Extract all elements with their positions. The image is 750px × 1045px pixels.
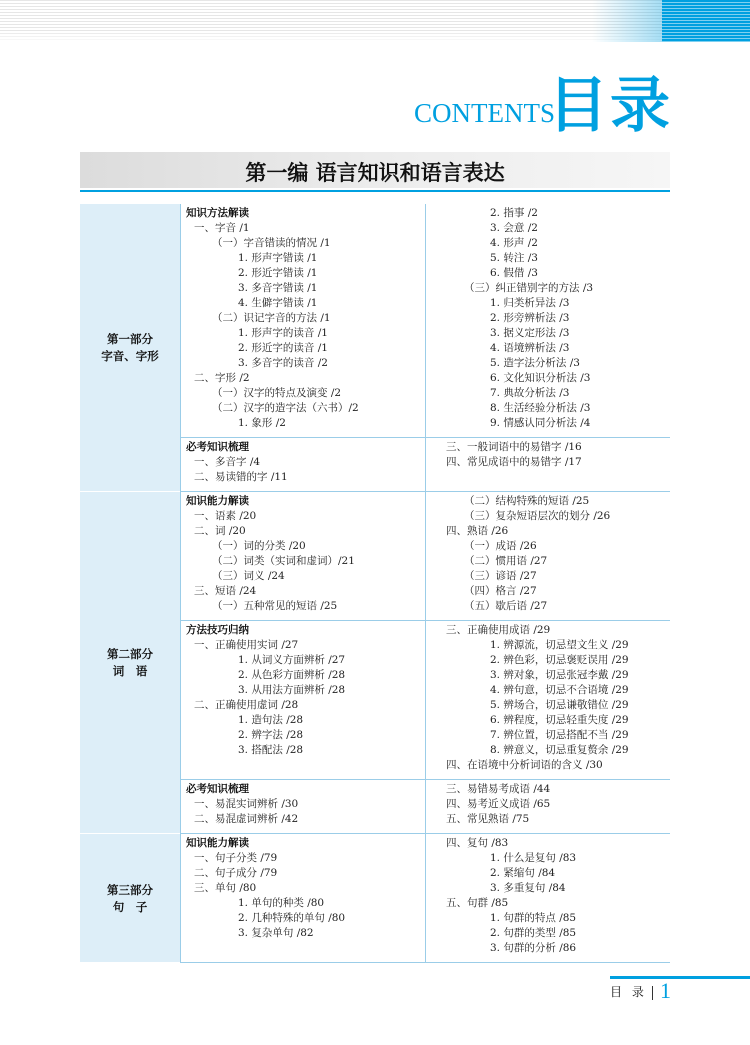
toc-entry: 一、易混实词辨析 /30 <box>194 798 299 810</box>
toc-entry: （二）汉字的造字法（六书）/2 <box>212 402 359 414</box>
toc-entry: 2. 句群的类型 /85 <box>490 927 577 939</box>
footer-separator <box>652 986 653 1000</box>
part-label-line2: 词 语 <box>112 664 148 678</box>
toc-entry: 方法技巧归纳 <box>186 624 249 636</box>
toc-entry: （二）词类（实词和虚词）/21 <box>212 555 355 567</box>
footer-label: 目 录 <box>610 985 647 999</box>
toc-entry: 2. 形旁辨析法 /3 <box>490 312 570 324</box>
toc-entry: 2. 紧缩句 /84 <box>490 867 556 879</box>
toc-entry: 四、在语境中分析词语的含义 /30 <box>446 759 603 771</box>
toc-entry: （一）五种常见的短语 /25 <box>212 600 338 612</box>
column-divider <box>425 834 426 962</box>
part-separator <box>80 491 180 492</box>
toc-entry: 2. 指事 /2 <box>490 207 538 219</box>
part-label-line2: 句 子 <box>112 899 148 914</box>
toc-entry: 6. 假借 /3 <box>490 267 538 279</box>
toc-entry: （三）谚语 /27 <box>464 570 537 582</box>
toc-entry: 五、常见熟语 /75 <box>446 813 530 825</box>
toc-entry: 1. 单句的种类 /80 <box>238 897 325 909</box>
toc-entry: 3. 句群的分析 /86 <box>490 942 577 954</box>
toc-entry: 知识能力解读 <box>186 495 249 507</box>
toc-entry: 5. 造字法分析法 /3 <box>490 357 580 369</box>
toc-entry: 3. 从用法方面辨析 /28 <box>238 684 346 696</box>
toc-entry: 3. 复杂单句 /82 <box>238 927 314 939</box>
toc-entry: 3. 多重复句 /84 <box>490 882 566 894</box>
toc-entry: （二）惯用语 /27 <box>464 555 548 567</box>
footer-rule <box>610 976 750 979</box>
toc-entry: 二、正确使用虚词 /28 <box>194 699 299 711</box>
section-rule <box>80 190 670 192</box>
part-label-line2: 字音、字形 <box>101 349 159 363</box>
part-separator <box>80 962 180 963</box>
toc-entry: 7. 辨位置，切忌搭配不当 /29 <box>490 729 629 741</box>
toc-entry: 3. 会意 /2 <box>490 222 538 234</box>
toc-entry: 8. 辨意义，切忌重复赘余 /29 <box>490 744 629 756</box>
toc-entry: （一）成语 /26 <box>464 540 537 552</box>
part-separator <box>80 833 180 834</box>
part-label <box>80 882 180 916</box>
part-label <box>80 646 180 680</box>
toc-entry: 三、单句 /80 <box>194 882 257 894</box>
part-label-line1: 第三部分 <box>107 882 153 897</box>
toc-entry: 2. 从色彩方面辨析 /28 <box>238 669 346 681</box>
toc-entry: 1. 从词义方面辨析 /27 <box>238 654 346 666</box>
toc-entry: 1. 形声字错读 /1 <box>238 252 318 264</box>
toc-entry: 4. 语境辨析法 /3 <box>490 342 570 354</box>
toc-entry: 三、易错易考成语 /44 <box>446 783 551 795</box>
toc-entry: 三、正确使用成语 /29 <box>446 624 551 636</box>
toc-entry: 一、多音字 /4 <box>194 456 261 468</box>
toc-entry: 1. 造句法 /28 <box>238 714 304 726</box>
toc-entry: 三、短语 /24 <box>194 585 257 597</box>
toc-entry: （二）识记字音的方法 /1 <box>212 312 331 324</box>
column-divider <box>425 204 426 437</box>
toc-entry: 四、熟语 /26 <box>446 525 509 537</box>
toc-entry: 2. 辨字法 /28 <box>238 729 304 741</box>
toc-entry: 3. 据义定形法 /3 <box>490 327 570 339</box>
toc-entry: 二、词 /20 <box>194 525 246 537</box>
toc-entry: 8. 生活经验分析法 /3 <box>490 402 591 414</box>
block-divider <box>180 962 670 963</box>
column-divider <box>425 438 426 491</box>
header-corner-gradient <box>592 0 662 42</box>
section-title: 第一编 语言知识和语言表达 <box>245 161 505 185</box>
toc-entry: 3. 多音字错读 /1 <box>238 282 318 294</box>
toc-entry: 二、易读错的字 /11 <box>194 471 288 483</box>
toc-entry: 五、句群 /85 <box>446 897 509 909</box>
toc-entry: 5. 转注 /3 <box>490 252 538 264</box>
toc-entry: 2. 辨色彩，切忌褒贬误用 /29 <box>490 654 629 666</box>
toc-entry: 二、句子成分 /79 <box>194 867 278 879</box>
toc-entry: （二）结构特殊的短语 /25 <box>464 495 590 507</box>
toc-entry: 9. 情感认同分析法 /4 <box>490 417 591 429</box>
toc-entry: 2. 几种特殊的单句 /80 <box>238 912 346 924</box>
toc-entry: 知识方法解读 <box>186 207 249 219</box>
toc-entry: 6. 文化知识分析法 /3 <box>490 372 591 384</box>
column-divider <box>425 492 426 620</box>
toc-entry: 5. 辨场合，切忌谦敬错位 /29 <box>490 699 629 711</box>
toc-entry: 1. 句群的特点 /85 <box>490 912 577 924</box>
toc-entry: 必考知识梳理 <box>186 783 249 795</box>
toc-entry: 四、常见成语中的易错字 /17 <box>446 456 582 468</box>
part-label-line1: 第二部分 <box>107 647 153 661</box>
toc-entry: 1. 形声字的读音 /1 <box>238 327 328 339</box>
toc-entry: 4. 形声 /2 <box>490 237 538 249</box>
toc-entry: 7. 典故分析法 /3 <box>490 387 570 399</box>
toc-entry: 1. 辨源流，切忌望文生义 /29 <box>490 639 629 651</box>
toc-entry: （四）格言 /27 <box>464 585 537 597</box>
toc-entry: 3. 辨对象，切忌张冠李戴 /29 <box>490 669 629 681</box>
title-mulu: 目录 <box>548 71 672 141</box>
toc-entry: 一、正确使用实词 /27 <box>194 639 299 651</box>
toc-entry: （三）复杂短语层次的划分 /26 <box>464 510 611 522</box>
column-divider <box>425 621 426 779</box>
header-corner-block <box>662 0 750 42</box>
toc-entry: 知识能力解读 <box>186 837 249 849</box>
toc-entry: 1. 象形 /2 <box>238 417 286 429</box>
page-title <box>414 62 674 141</box>
toc-entry: 二、易混虚词辨析 /42 <box>194 813 299 825</box>
page-number: 1 <box>660 978 671 1003</box>
part-label-cell <box>80 492 181 834</box>
toc-entry: （一）汉字的特点及演变 /2 <box>212 387 342 399</box>
contents-word: CONTENTS <box>414 98 555 128</box>
toc-entry: 一、句子分类 /79 <box>194 852 278 864</box>
toc-entry: （一）词的分类 /20 <box>212 540 306 552</box>
toc-entry: 3. 多音字的读音 /2 <box>238 357 328 369</box>
toc-entry: 2. 形近字的读音 /1 <box>238 342 328 354</box>
toc-entry: 2. 形近字错读 /1 <box>238 267 318 279</box>
toc-entry: 一、字音 /1 <box>194 222 250 234</box>
toc-entry: （一）字音错读的情况 /1 <box>212 237 331 249</box>
toc-entry: 三、一般词语中的易错字 /16 <box>446 441 582 453</box>
toc-entry: 6. 辨程度，切忌轻重失度 /29 <box>490 714 629 726</box>
toc-entry: 4. 生僻字错读 /1 <box>238 297 318 309</box>
toc-entry: （三）词义 /24 <box>212 570 285 582</box>
part-label-line1: 第一部分 <box>107 332 153 346</box>
toc-entry: 四、易考近义成语 /65 <box>446 798 551 810</box>
toc-entry: 1. 归类析异法 /3 <box>490 297 570 309</box>
toc-entry: （三）纠正错别字的方法 /3 <box>464 282 594 294</box>
toc-entry: 必考知识梳理 <box>186 441 249 453</box>
toc-entry: 四、复句 /83 <box>446 837 509 849</box>
section-bar <box>80 152 670 188</box>
toc-entry: 1. 什么是复句 /83 <box>490 852 577 864</box>
toc-entry: 3. 搭配法 /28 <box>238 744 304 756</box>
part-label-cell <box>80 204 181 492</box>
toc-entry: 4. 辨句意，切忌不合语境 /29 <box>490 684 629 696</box>
toc-entry: 二、字形 /2 <box>194 372 250 384</box>
part-label-cell <box>80 834 181 963</box>
part-label <box>80 331 180 365</box>
column-divider <box>425 780 426 833</box>
toc-entry: 一、语素 /20 <box>194 510 257 522</box>
toc-entry: （五）歇后语 /27 <box>464 600 548 612</box>
